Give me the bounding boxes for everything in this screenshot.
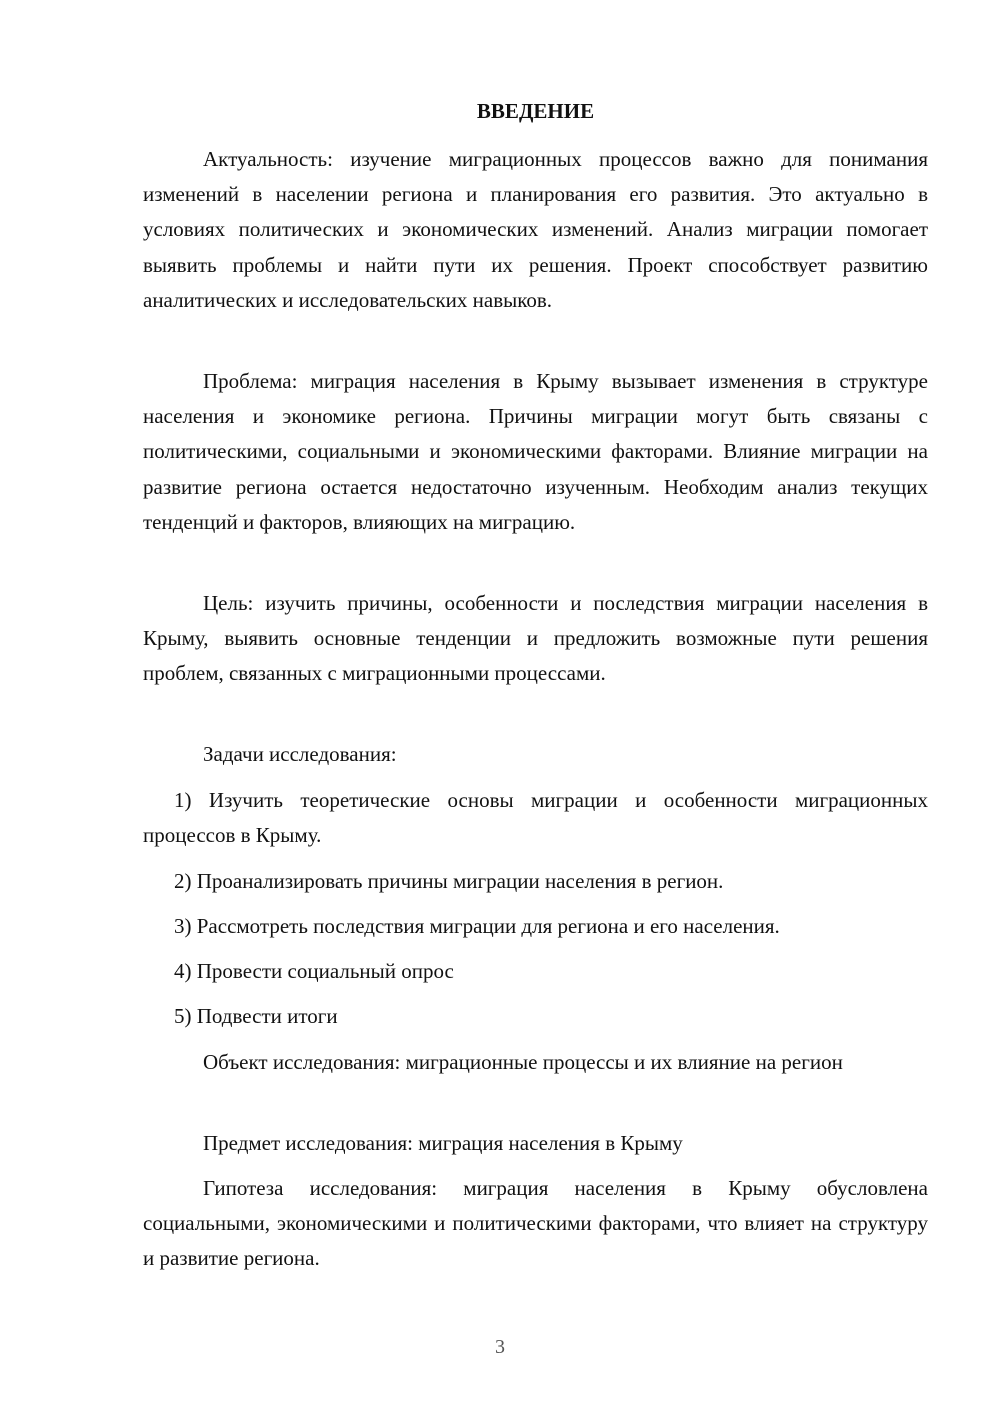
task-item-3: 3) Рассмотреть последствия миграции для региона и его населения. xyxy=(174,914,780,938)
paragraph-object: Объект исследования: миграционные процессы и их влияние на регион xyxy=(203,1050,843,1074)
paragraph-problem: Проблема: миграция населения в Крыму вызывает изменения в структуре населения и экономике региона. Причины миграции могут быть связаны с политическими, социальными и экономическими факторами. Влияние миграции на развитие региона остается недостаточно изученным. Необходим анализ текущих тенденций и факторов, влияющих на миграцию. xyxy=(143,369,928,534)
paragraph-tasks-heading: Задачи исследования: xyxy=(203,742,397,766)
task-item-2: 2) Проанализировать причины миграции населения в регион. xyxy=(174,869,724,893)
paragraph-hypothesis: Гипотеза исследования: миграция населения в Крыму обусловлена социальными, экономическими и политическими факторами, что влияет на структуру и развитие региона. xyxy=(143,1176,928,1271)
task-item-4: 4) Провести социальный опрос xyxy=(174,959,454,983)
page-title: ВВЕДЕНИЕ xyxy=(476,99,595,123)
task-item-5: 5) Подвести итоги xyxy=(174,1004,338,1028)
paragraph-subject: Предмет исследования: миграция населения в Крыму xyxy=(203,1131,683,1155)
task-item-1: 1) Изучить теоретические основы миграции и особенности миграционных процессов в Крыму. xyxy=(143,788,928,848)
paragraph-goal: Цель: изучить причины, особенности и последствия миграции населения в Крыму, выявить основные тенденции и предложить возможные пути решения проблем, связанных с миграционными процессами. xyxy=(143,591,928,686)
page-number: 3 xyxy=(495,1336,505,1358)
paragraph-relevance: Актуальность: изучение миграционных процессов важно для понимания изменений в населении региона и планирования его развития. Это актуально в условиях политических и экономических изменений. Анализ миграции помогает выявить проблемы и найти пути их решения. Проект способствует развитию аналитических и исследовательских навыков. xyxy=(143,147,928,312)
